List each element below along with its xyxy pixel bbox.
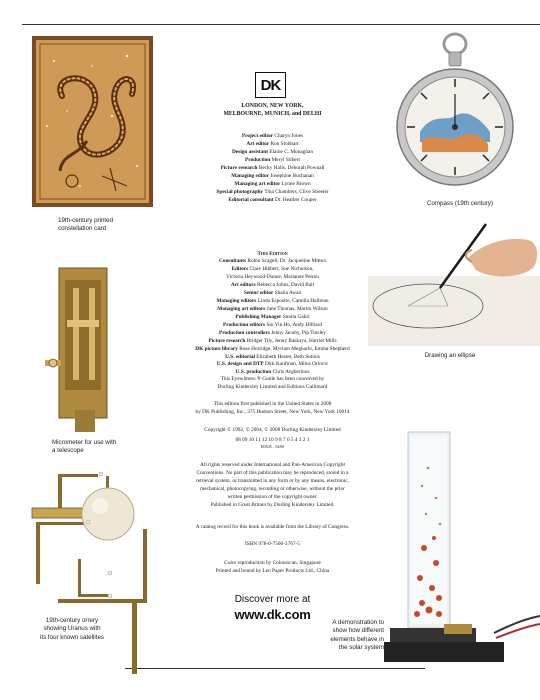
credit-line: Consultants Robin Scagell, Dr. Jacqueline Mitton <box>219 258 326 265</box>
compass-caption: Compass (19th century) <box>426 200 494 207</box>
credit-line: Production editors Siu Yin Ho, Andy Hilliard <box>222 321 323 328</box>
credit-line: Managing art editor Lynne Brown <box>234 180 311 187</box>
credits-original <box>175 133 370 204</box>
conceived-statement: This Eyewitness ® Guide has been conceived by Dorling Kindersley Limited and Editions Gallimard <box>217 376 328 390</box>
credit-line: Art editors Rebecca Johns, David Ball <box>230 282 315 289</box>
credit-line: Victoria Heywood-Dunne, Marianne Petrou <box>226 274 319 281</box>
micrometer-image <box>45 260 120 435</box>
dk-logo: DK <box>255 72 286 98</box>
edition-heading: This Edition <box>257 251 288 257</box>
credit-line: Editorial consultant Dr. Heather Couper <box>228 196 317 203</box>
credit-line: Editors Clare Hibbert, Sue Nicholson, <box>231 266 314 273</box>
published-statement: This edition first published in the United States in 2008 by DK Publishing, Inc., 375 Hudson Street, New York, New York 10014 <box>195 401 350 415</box>
credit-line: Senior editor Shaila Awan <box>243 290 302 296</box>
credit-line: Picture research Bridget Tily, Jenny Baskaya, Harriet Mills <box>208 337 337 344</box>
credit-line: Managing editors Linda Esposito, Camilla Hallinan <box>216 297 329 304</box>
print-line: 08 09 10 11 12 10 9 8 7 6 5 4 3 2 1 ED635 – 04/08 <box>235 437 310 449</box>
credits-this-edition <box>175 250 370 377</box>
discover-more-text: Discover more at <box>234 594 311 605</box>
elements-caption: A demonstration to show how different elements behave in the solar system <box>330 619 384 652</box>
compass-image <box>392 32 518 190</box>
orrery-caption: 19th-century orrery showing Uranus with its four known satellites <box>40 617 104 641</box>
credit-line: U.S. design and DTP Dirk Kaufman, Milos Orlovic <box>216 361 329 368</box>
top-rule <box>22 24 540 25</box>
rights-statement: All rights reserved under International and Pan-American Copyright Conventions. No part of this publication may be reproduced, stored in a retrieval system, or transmitted in any form or by any means, electronic, mechanical, photocopying, recording or otherwise, without the prior written permission of the copyright owner. Published in Great Britain by Dorling Kindersley Limited. <box>196 462 349 508</box>
credit-line: U.S. production Chris Avgherinos <box>235 369 310 376</box>
credit-line: Production Meryl Silbert <box>245 156 300 163</box>
copyright-line: Copyright © 1992, © 2004, © 2008 Dorling Kindersley Limited <box>204 427 341 433</box>
credit-line: Production controllers Jenny Jacoby, Pip Tinsley <box>219 329 326 336</box>
credit-line: Design assistant Elaine C. Monaghan <box>231 148 314 155</box>
orrery-image <box>28 464 178 674</box>
printing-statement: Color reproduction by Colourscan, Singapore Printed and bound by Leo Paper Products Ltd., China <box>215 560 330 574</box>
credit-line: U.S. editorial Elizabeth Hester, Beth Sutinis <box>225 353 320 360</box>
credit-line: Art editor Ron Stobbart <box>246 140 299 147</box>
credit-line: Special photography Tina Chambers, Clive Streeter <box>216 188 329 195</box>
publisher-cities: LONDON, NEW YORK, MELBOURNE, MUNICH, and DELHI <box>223 103 322 118</box>
credit-line: DK picture library Rose Horridge, Myriam Megharbi, Emma Shepherd <box>195 345 350 352</box>
constellation-caption: 19th-century printed constellation card <box>58 217 114 233</box>
credit-line: Managing art editors Jane Thomas, Martin Wilson <box>217 305 328 312</box>
catalog-statement: A catalog record for this book is available from the Library of Congress. <box>195 524 350 530</box>
dk-website-link[interactable]: www.dk.com <box>234 607 311 622</box>
isbn: ISBN 978-0-7566-3767-5 <box>245 541 300 547</box>
credit-line: Picture research Becky Halls, Deborah Pownall <box>220 164 325 171</box>
constellation-card-image <box>32 36 153 207</box>
elements-demonstration-image <box>384 428 540 668</box>
ellipse-caption: Drawing an ellipse <box>424 352 476 359</box>
credit-line: Managing editor Josephine Buchanan <box>231 172 314 179</box>
ellipse-drawing-image <box>368 218 540 346</box>
credit-line: Publishing Manager Sunita Gahir <box>235 313 310 320</box>
micrometer-caption: Micrometer for use with a telescope <box>52 439 117 455</box>
credit-line: Project editor Charyn Jones <box>241 133 304 139</box>
